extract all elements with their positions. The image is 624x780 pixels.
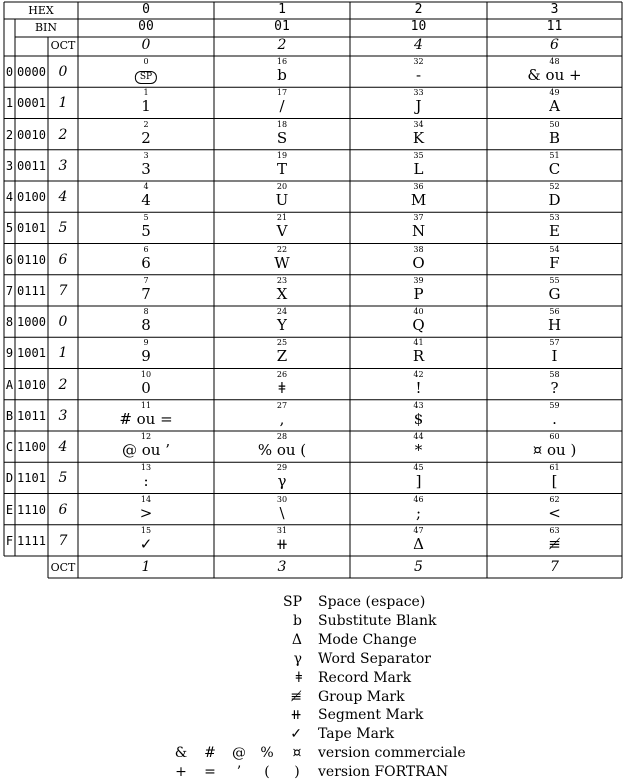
version-symbol: ’ bbox=[236, 764, 242, 780]
oct-footer-label: OCT bbox=[50, 561, 76, 574]
row-hex-label: 2 bbox=[5, 127, 14, 142]
cell-code-number: 51 bbox=[549, 150, 560, 160]
cell-code-number: 41 bbox=[413, 338, 424, 348]
row-bin-label: 1100 bbox=[17, 440, 46, 454]
cell-code-number: 56 bbox=[549, 307, 560, 316]
cell-code-number: 53 bbox=[549, 213, 560, 223]
cell-code-number: 61 bbox=[549, 463, 560, 473]
cell-code-number: 10 bbox=[140, 369, 152, 379]
cell-character: F bbox=[549, 253, 560, 272]
cell-character: O bbox=[412, 253, 425, 272]
column-oct-footer-3: 7 bbox=[550, 559, 559, 575]
cell-character: 5 bbox=[141, 222, 151, 241]
legend-description: Group Mark bbox=[318, 688, 405, 705]
column-oct-1: 2 bbox=[277, 37, 287, 53]
column-oct-2: 4 bbox=[414, 37, 423, 53]
cell-code-number: 47 bbox=[413, 525, 424, 535]
cell-code-number: 8 bbox=[143, 307, 149, 316]
row-bin-label: 1001 bbox=[17, 346, 46, 361]
cell-character: ⧺ bbox=[275, 534, 289, 553]
cell-character: - bbox=[415, 66, 422, 84]
cell-character: ] bbox=[415, 472, 422, 491]
hex-header-label: HEX bbox=[28, 4, 54, 17]
version-symbol: = bbox=[204, 764, 216, 780]
cell-character: S bbox=[276, 128, 288, 147]
cell-code-number: 27 bbox=[276, 400, 288, 410]
version-symbol: % bbox=[260, 745, 274, 762]
cell-code-number: 21 bbox=[276, 213, 288, 223]
cell-character: 1 bbox=[141, 97, 151, 116]
cell-code-number: 38 bbox=[413, 244, 424, 254]
cell-character: 9 bbox=[141, 347, 151, 366]
row-hex-label: B bbox=[5, 408, 14, 423]
cell-character: . bbox=[552, 409, 557, 428]
row-oct-label: 4 bbox=[58, 189, 68, 205]
cell-code-number: 22 bbox=[276, 244, 288, 254]
cell-code-number: 28 bbox=[276, 432, 288, 441]
legend-description: Tape Mark bbox=[318, 726, 395, 743]
cell-character: X bbox=[276, 284, 288, 303]
cell-character: V bbox=[276, 222, 288, 241]
cell-character: Δ bbox=[413, 534, 424, 553]
cell-code-number: 12 bbox=[140, 432, 152, 441]
cell-code-number: 39 bbox=[413, 275, 424, 285]
row-bin-label: 0101 bbox=[17, 221, 46, 236]
row-bin-label: 1111 bbox=[17, 533, 46, 548]
cell-character: N bbox=[411, 222, 426, 241]
legend-description: Substitute Blank bbox=[318, 612, 437, 629]
row-hex-label: 6 bbox=[5, 252, 14, 267]
cell-code-number: 17 bbox=[276, 88, 288, 98]
row-hex-label: C bbox=[5, 440, 14, 454]
bin-header-label: BIN bbox=[34, 21, 58, 34]
space-symbol: SP bbox=[135, 71, 157, 84]
cell-character: * bbox=[414, 441, 423, 459]
cell-code-number: 25 bbox=[276, 338, 288, 348]
cell-code-number: 30 bbox=[276, 494, 288, 504]
cell-character: T bbox=[276, 159, 288, 178]
cell-code-number: 7 bbox=[143, 275, 149, 285]
legend-symbol: ǂ bbox=[295, 669, 302, 686]
cell-code-number: 0 bbox=[143, 57, 149, 66]
cell-character: H bbox=[547, 316, 562, 334]
row-bin-label: 0100 bbox=[17, 190, 46, 204]
legend-description: Segment Mark bbox=[318, 707, 424, 724]
row-oct-label: 0 bbox=[58, 64, 68, 80]
cell-character: ≢ bbox=[548, 534, 561, 553]
cell-character: I bbox=[551, 347, 558, 366]
version-symbol: # bbox=[204, 745, 216, 762]
row-bin-label: 0011 bbox=[17, 158, 46, 173]
legend-symbol: ⧺ bbox=[290, 707, 302, 724]
column-oct-footer-1: 3 bbox=[277, 559, 287, 575]
row-oct-label: 7 bbox=[58, 282, 68, 299]
cell-character: K bbox=[412, 128, 425, 147]
column-oct-3: 6 bbox=[550, 37, 559, 53]
cell-code-number: 45 bbox=[413, 463, 424, 473]
cell-character: ! bbox=[415, 378, 422, 397]
legend-symbol: SP bbox=[282, 594, 302, 610]
row-bin-label: 0001 bbox=[17, 96, 46, 111]
row-oct-label: 6 bbox=[58, 251, 68, 268]
cell-code-number: 32 bbox=[413, 57, 424, 66]
cell-character: # ou = bbox=[119, 409, 173, 428]
row-hex-label: 7 bbox=[5, 283, 14, 298]
cell-code-number: 1 bbox=[143, 88, 149, 98]
row-oct-label: 3 bbox=[58, 407, 68, 424]
cell-code-number: 59 bbox=[549, 400, 560, 410]
row-bin-label: 0010 bbox=[17, 127, 46, 142]
row-hex-label: 0 bbox=[5, 65, 14, 79]
cell-code-number: 23 bbox=[276, 275, 288, 285]
cell-character: U bbox=[275, 191, 289, 209]
cell-code-number: 55 bbox=[549, 275, 560, 285]
column-oct-footer-2: 5 bbox=[414, 559, 423, 575]
cell-code-number: 40 bbox=[413, 307, 424, 316]
row-hex-label: 8 bbox=[5, 315, 14, 329]
legend-description: Record Mark bbox=[318, 669, 412, 686]
cell-character: ? bbox=[550, 378, 559, 397]
row-oct-label: 5 bbox=[58, 470, 68, 487]
cell-character: D bbox=[548, 191, 561, 209]
cell-code-number: 18 bbox=[276, 119, 288, 129]
cell-code-number: 29 bbox=[276, 463, 288, 473]
legend-description: Space (espace) bbox=[318, 594, 426, 610]
cell-code-number: 48 bbox=[549, 57, 560, 66]
cell-character: A bbox=[549, 97, 560, 116]
cell-code-number: 31 bbox=[276, 525, 288, 535]
row-oct-label: 4 bbox=[58, 439, 68, 455]
cell-code-number: 63 bbox=[549, 525, 560, 535]
cell-code-number: 4 bbox=[143, 182, 149, 191]
cell-code-number: 37 bbox=[413, 213, 424, 223]
cell-code-number: 13 bbox=[140, 463, 152, 473]
cell-character: L bbox=[413, 159, 424, 178]
column-oct-footer-0: 1 bbox=[141, 559, 151, 575]
version-description: version commerciale bbox=[318, 745, 466, 762]
cell-code-number: 3 bbox=[143, 150, 149, 160]
row-oct-label: 6 bbox=[58, 501, 68, 518]
cell-code-number: 42 bbox=[413, 369, 424, 379]
cell-character: ǂ bbox=[278, 378, 286, 397]
row-bin-label: 1101 bbox=[17, 471, 46, 486]
cell-character: B bbox=[548, 128, 561, 147]
cell-character: 2 bbox=[141, 128, 151, 147]
cell-code-number: 5 bbox=[143, 213, 149, 223]
row-oct-label: 3 bbox=[58, 157, 68, 174]
cell-code-number: 15 bbox=[140, 525, 152, 535]
cell-character: & ou + bbox=[527, 66, 582, 84]
row-bin-label: 0111 bbox=[17, 283, 46, 298]
cell-code-number: 11 bbox=[140, 400, 152, 410]
row-hex-label: 5 bbox=[5, 221, 14, 236]
cell-character: > bbox=[139, 503, 153, 522]
row-bin-label: 1010 bbox=[17, 377, 46, 392]
row-oct-label: 1 bbox=[58, 345, 68, 362]
version-symbol: + bbox=[175, 764, 187, 780]
column-hex-1: 1 bbox=[278, 2, 286, 17]
cell-character: C bbox=[548, 159, 561, 178]
cell-character: : bbox=[143, 472, 149, 491]
row-hex-label: F bbox=[5, 533, 14, 548]
cell-code-number: 16 bbox=[276, 57, 288, 66]
row-oct-label: 7 bbox=[58, 532, 68, 549]
row-hex-label: 4 bbox=[5, 190, 14, 204]
cell-character: W bbox=[274, 253, 290, 272]
cell-character: 3 bbox=[141, 159, 151, 178]
legend-symbol: γ bbox=[293, 650, 302, 667]
cell-code-number: 35 bbox=[413, 150, 424, 160]
cell-code-number: 62 bbox=[549, 494, 560, 504]
cell-character: Y bbox=[277, 316, 287, 334]
cell-code-number: 6 bbox=[143, 244, 149, 254]
cell-code-number: 43 bbox=[413, 400, 424, 410]
cell-character: < bbox=[548, 503, 561, 522]
cell-code-number: 46 bbox=[413, 494, 424, 504]
row-oct-label: 2 bbox=[58, 376, 68, 393]
cell-character: 8 bbox=[141, 316, 151, 334]
cell-character: ¤ ou ) bbox=[532, 441, 577, 459]
legend-symbol: ✓ bbox=[290, 726, 302, 743]
cell-code-number: 34 bbox=[413, 119, 424, 129]
row-bin-label: 1011 bbox=[17, 408, 46, 423]
cell-character: \ bbox=[279, 503, 285, 522]
cell-character: 4 bbox=[141, 191, 151, 209]
version-symbol: ( bbox=[264, 764, 270, 780]
oct-header-label: OCT bbox=[50, 39, 76, 52]
row-hex-label: 1 bbox=[5, 96, 14, 111]
cell-character: P bbox=[413, 284, 424, 303]
column-bin-1: 01 bbox=[274, 19, 290, 34]
cell-character: 0 bbox=[141, 378, 151, 397]
version-symbol: & bbox=[174, 745, 188, 762]
cell-character: Z bbox=[276, 347, 288, 366]
cell-code-number: 2 bbox=[143, 119, 149, 129]
column-bin-2: 10 bbox=[410, 19, 427, 34]
cell-character: J bbox=[415, 97, 422, 116]
row-oct-label: 5 bbox=[58, 220, 68, 237]
row-hex-label: E bbox=[5, 502, 14, 517]
cell-character: b bbox=[277, 66, 287, 84]
cell-code-number: 14 bbox=[140, 494, 152, 504]
cell-code-number: 52 bbox=[549, 182, 560, 191]
row-bin-label: 1000 bbox=[17, 315, 46, 329]
cell-character: @ ou ’ bbox=[122, 441, 170, 459]
legend-description: Word Separator bbox=[318, 650, 431, 667]
cell-character: / bbox=[279, 97, 285, 116]
cell-code-number: 49 bbox=[549, 88, 560, 98]
row-oct-label: 1 bbox=[58, 95, 68, 112]
column-hex-3: 3 bbox=[550, 2, 559, 17]
cell-code-number: 19 bbox=[276, 150, 288, 160]
cell-character: ; bbox=[415, 503, 422, 522]
legend-description: Mode Change bbox=[318, 631, 417, 648]
cell-character: Q bbox=[412, 316, 425, 334]
row-oct-label: 2 bbox=[58, 126, 68, 143]
cell-code-number: 36 bbox=[413, 182, 424, 191]
row-oct-label: 0 bbox=[58, 314, 68, 330]
row-hex-label: A bbox=[5, 377, 14, 392]
cell-code-number: 26 bbox=[276, 369, 288, 379]
column-oct-0: 0 bbox=[141, 37, 151, 53]
legend-symbol: b bbox=[293, 612, 302, 629]
version-symbol: ) bbox=[294, 764, 300, 780]
row-bin-label: 0000 bbox=[17, 65, 46, 79]
row-hex-label: D bbox=[5, 471, 14, 486]
cell-code-number: 57 bbox=[549, 338, 560, 348]
cell-character: % ou ( bbox=[257, 441, 307, 459]
cell-code-number: 44 bbox=[413, 432, 424, 441]
column-bin-0: 00 bbox=[138, 19, 154, 34]
cell-character: γ bbox=[277, 472, 287, 491]
row-bin-label: 0110 bbox=[17, 252, 46, 267]
cell-character: ✓ bbox=[139, 534, 153, 553]
version-symbol: ¤ bbox=[292, 745, 302, 762]
legend-symbol: Δ bbox=[291, 631, 302, 648]
column-hex-0: 0 bbox=[142, 2, 150, 17]
cell-character: [ bbox=[551, 472, 558, 491]
cell-character: , bbox=[279, 409, 285, 428]
cell-code-number: 33 bbox=[413, 88, 424, 98]
legend-symbol: ≢ bbox=[290, 688, 302, 705]
cell-code-number: 24 bbox=[276, 307, 288, 316]
row-bin-label: 1110 bbox=[17, 502, 46, 517]
cell-code-number: 50 bbox=[549, 119, 560, 129]
row-hex-label: 9 bbox=[5, 346, 14, 361]
cell-character: $ bbox=[413, 409, 424, 428]
cell-character: G bbox=[548, 284, 561, 303]
cell-character: E bbox=[549, 222, 560, 241]
cell-code-number: 20 bbox=[276, 182, 288, 191]
cell-code-number: 58 bbox=[549, 369, 560, 379]
cell-character: 6 bbox=[141, 253, 151, 272]
cell-character: R bbox=[412, 347, 425, 366]
version-symbol: @ bbox=[232, 745, 246, 762]
column-bin-3: 11 bbox=[546, 19, 563, 34]
cell-code-number: 60 bbox=[549, 432, 560, 441]
column-hex-2: 2 bbox=[414, 2, 423, 17]
version-description: version FORTRAN bbox=[318, 764, 449, 780]
cell-code-number: 54 bbox=[549, 244, 560, 254]
cell-character: M bbox=[410, 191, 427, 209]
cell-character: 7 bbox=[141, 284, 151, 303]
row-hex-label: 3 bbox=[5, 158, 14, 173]
cell-code-number: 9 bbox=[143, 338, 149, 348]
